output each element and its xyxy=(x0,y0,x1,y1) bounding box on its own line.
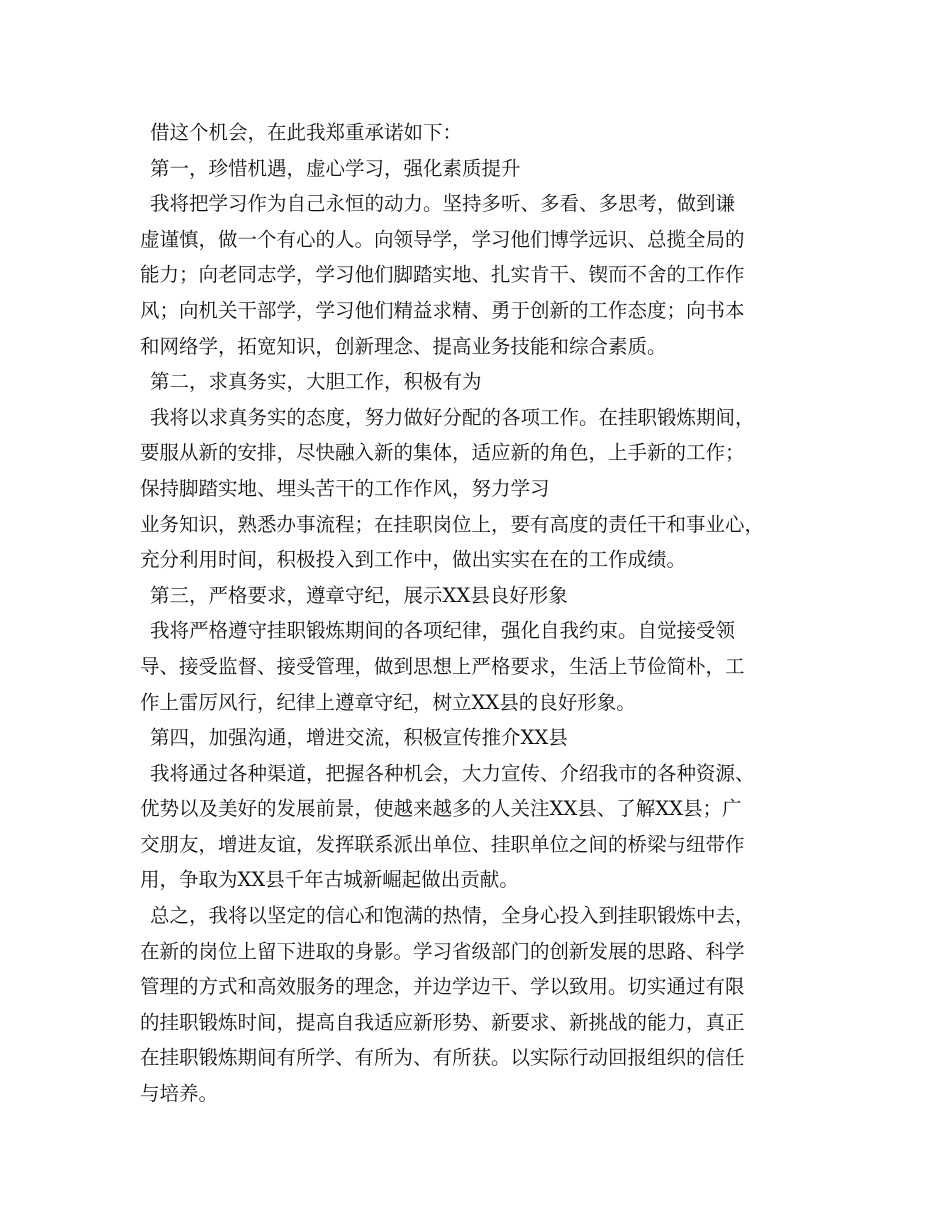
text-line: 与培养。 xyxy=(140,1082,219,1106)
text-line: 交朋友，增进友谊，发挥联系派出单位、挂职单位之间的桥梁与纽带作 xyxy=(140,832,745,856)
paragraph-start-line: 总之，我将以坚定的信心和饱满的热情，全身心投入到挂职锻炼中去， xyxy=(150,904,755,928)
paragraph-start-line: 我将把学习作为自己永恒的动力。坚持多听、多看、多思考，做到谦 xyxy=(150,192,736,216)
text-line: 要服从新的安排，尽快融入新的集体，适应新的角色，上手新的工作； xyxy=(140,441,745,465)
text-line: 在新的岗位上留下进取的身影。学习省级部门的创新发展的思路、科学 xyxy=(140,939,745,963)
paragraph-start-line: 第四，加强沟通，增进交流，积极宣传推介XX县 xyxy=(150,726,568,750)
paragraph-start-line: 第一，珍惜机遇，虚心学习，强化素质提升 xyxy=(150,156,521,180)
text-line: 风；向机关干部学，学习他们精益求精、勇于创新的工作态度；向书本 xyxy=(140,298,745,322)
text-line: 作上雷厉风行，纪律上遵章守纪，树立XX县的良好形象。 xyxy=(140,690,636,714)
text-line: 和网络学，拓宽知识，创新理念、提高业务技能和综合素质。 xyxy=(140,334,667,358)
text-line: 导、接受监督、接受管理，做到思想上严格要求，生活上节俭简朴，工 xyxy=(140,654,745,678)
paragraph-start-line: 第三，严格要求，遵章守纪，展示XX县良好形象 xyxy=(150,583,568,607)
text-line: 在挂职锻炼期间有所学、有所为、有所获。以实际行动回报组织的信任 xyxy=(140,1046,745,1070)
text-line: 保持脚踏实地、埋头苦干的工作作风，努力学习 xyxy=(140,476,550,500)
paragraph-start-line: 我将严格遵守挂职锻炼期间的各项纪律，强化自我约束。自觉接受领 xyxy=(150,619,736,643)
paragraph-start-line: 我将通过各种渠道，把握各种机会，大力宣传、介绍我市的各种资源、 xyxy=(150,761,755,785)
text-line: 充分利用时间，积极投入到工作中，做出实实在在的工作成绩。 xyxy=(140,548,687,572)
text-line: 能力；向老同志学，学习他们脚踏实地、扎实肯干、锲而不舍的工作作 xyxy=(140,263,745,287)
text-line: 虚谨慎，做一个有心的人。向领导学，学习他们博学远识、总揽全局的 xyxy=(140,227,745,251)
paragraph-start-line: 第二，求真务实，大胆工作，积极有为 xyxy=(150,370,482,394)
text-line: 管理的方式和高效服务的理念，并边学边干、学以致用。切实通过有限 xyxy=(140,975,745,999)
text-line: 的挂职锻炼时间，提高自我适应新形势、新要求、新挑战的能力，真正 xyxy=(140,1010,745,1034)
text-line: 用，争取为XX县千年古城新崛起做出贡献。 xyxy=(140,868,519,892)
text-line: 业务知识，熟悉办事流程；在挂职岗位上，要有高度的责任干和事业心， xyxy=(140,512,765,536)
paragraph-start-line: 我将以求真务实的态度，努力做好分配的各项工作。在挂职锻炼期间， xyxy=(150,405,755,429)
text-line: 优势以及美好的发展前景，使越来越多的人关注XX县、了解XX县；广 xyxy=(140,797,742,821)
document-page xyxy=(140,115,820,1112)
paragraph-start-line: 借这个机会，在此我郑重承诺如下： xyxy=(150,121,463,144)
